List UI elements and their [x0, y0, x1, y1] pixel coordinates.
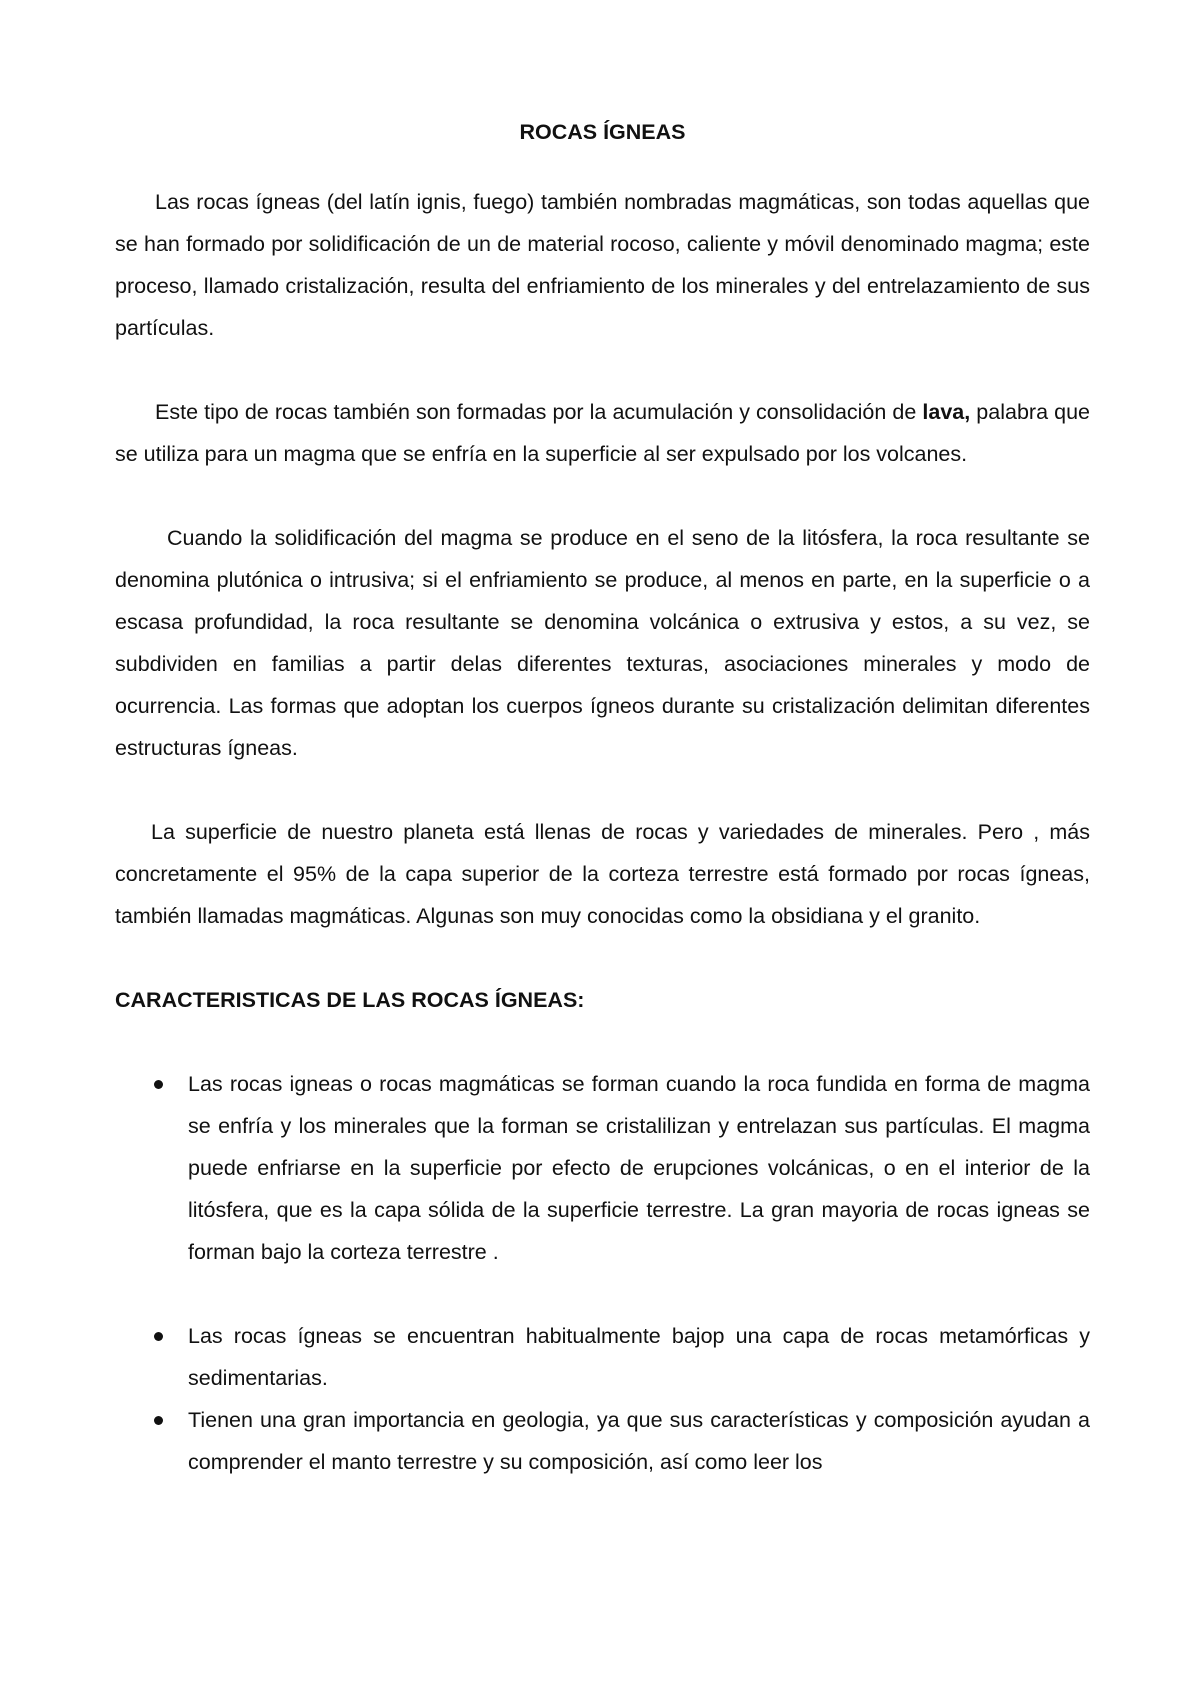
document-body: [115, 111, 1090, 1483]
paragraph-intro: Las rocas ígneas (del latín ignis, fuego) también nombradas magmáticas, son todas aquellas que se han formado por solidificación de un de material rocoso, caliente y móvil denominado magma; este proceso, llamado cristalización, resulta del enfriamiento de los minerales y del entrelazamiento de sus partículas.: [115, 190, 1090, 340]
list-item: [115, 1399, 1090, 1483]
paragraph-lava-text-start: Este tipo de rocas también son formadas por la acumulación y consolidación de: [155, 400, 923, 424]
characteristics-list: [115, 1063, 1090, 1483]
paragraph-spacer: [115, 1021, 1090, 1063]
paragraph-lava-bold-term: lava,: [922, 400, 971, 424]
bullet-icon: [154, 1080, 163, 1089]
bullet-icon: [154, 1332, 163, 1341]
list-item: [115, 1063, 1090, 1273]
paragraph-planet-surface: La superficie de nuestro planeta está llenas de rocas y variedades de minerales. Pero , más concretamente el 95% de la capa superior de la corteza terrestre está formado por rocas ígneas, también llamadas magmáticas. Algunas son muy conocidas como la obsidiana y el granito.: [115, 820, 1090, 928]
list-spacer: [115, 1273, 1090, 1315]
paragraph-spacer: [115, 937, 1090, 979]
paragraph-spacer: [115, 769, 1090, 811]
document-title: ROCAS ÍGNEAS: [519, 120, 686, 144]
list-item: [115, 1315, 1090, 1399]
list-item-text: Las rocas igneas o rocas magmáticas se forman cuando la roca fundida en forma de magma se enfría y los minerales que la forman se cristalilizan y entrelazan sus partículas. El magma puede enfriarse en la superficie por efecto de erupciones volcánicas, o en el interior de la litósfera, que es la capa sólida de la superficie terrestre. La gran mayoria de rocas igneas se forman bajo la corteza terrestre .: [188, 1072, 1090, 1264]
paragraph-lava: [115, 391, 1090, 475]
bullet-icon: [154, 1416, 163, 1425]
list-item-text: Las rocas ígneas se encuentran habitualmente bajop una capa de rocas metamórficas y sedimentarias.: [188, 1324, 1090, 1390]
paragraph-solidification: Cuando la solidificación del magma se produce en el seno de la litósfera, la roca resultante se denomina plutónica o intrusiva; si el enfriamiento se produce, al menos en parte, en la superficie o a escasa profundidad, la roca resultante se denomina volcánica o extrusiva y estos, a su vez, se subdividen en familias a partir delas diferentes texturas, asociaciones minerales y modo de ocurrencia. Las formas que adoptan los cuerpos ígneos durante su cristalización delimitan diferentes estructuras ígneas.: [115, 526, 1090, 760]
paragraph-spacer: [115, 475, 1090, 517]
paragraph-lava-text-end: palabra que se utiliza para un magma que se enfría en la superficie al ser expulsado por los volcanes.: [115, 400, 1090, 466]
list-item-text: Tienen una gran importancia en geologia, ya que sus características y composición ayudan a comprender el manto terrestre y su composición, así como leer los: [188, 1408, 1090, 1474]
paragraph-spacer: [115, 349, 1090, 391]
section-heading-characteristics: CARACTERISTICAS DE LAS ROCAS ÍGNEAS:: [115, 988, 585, 1012]
